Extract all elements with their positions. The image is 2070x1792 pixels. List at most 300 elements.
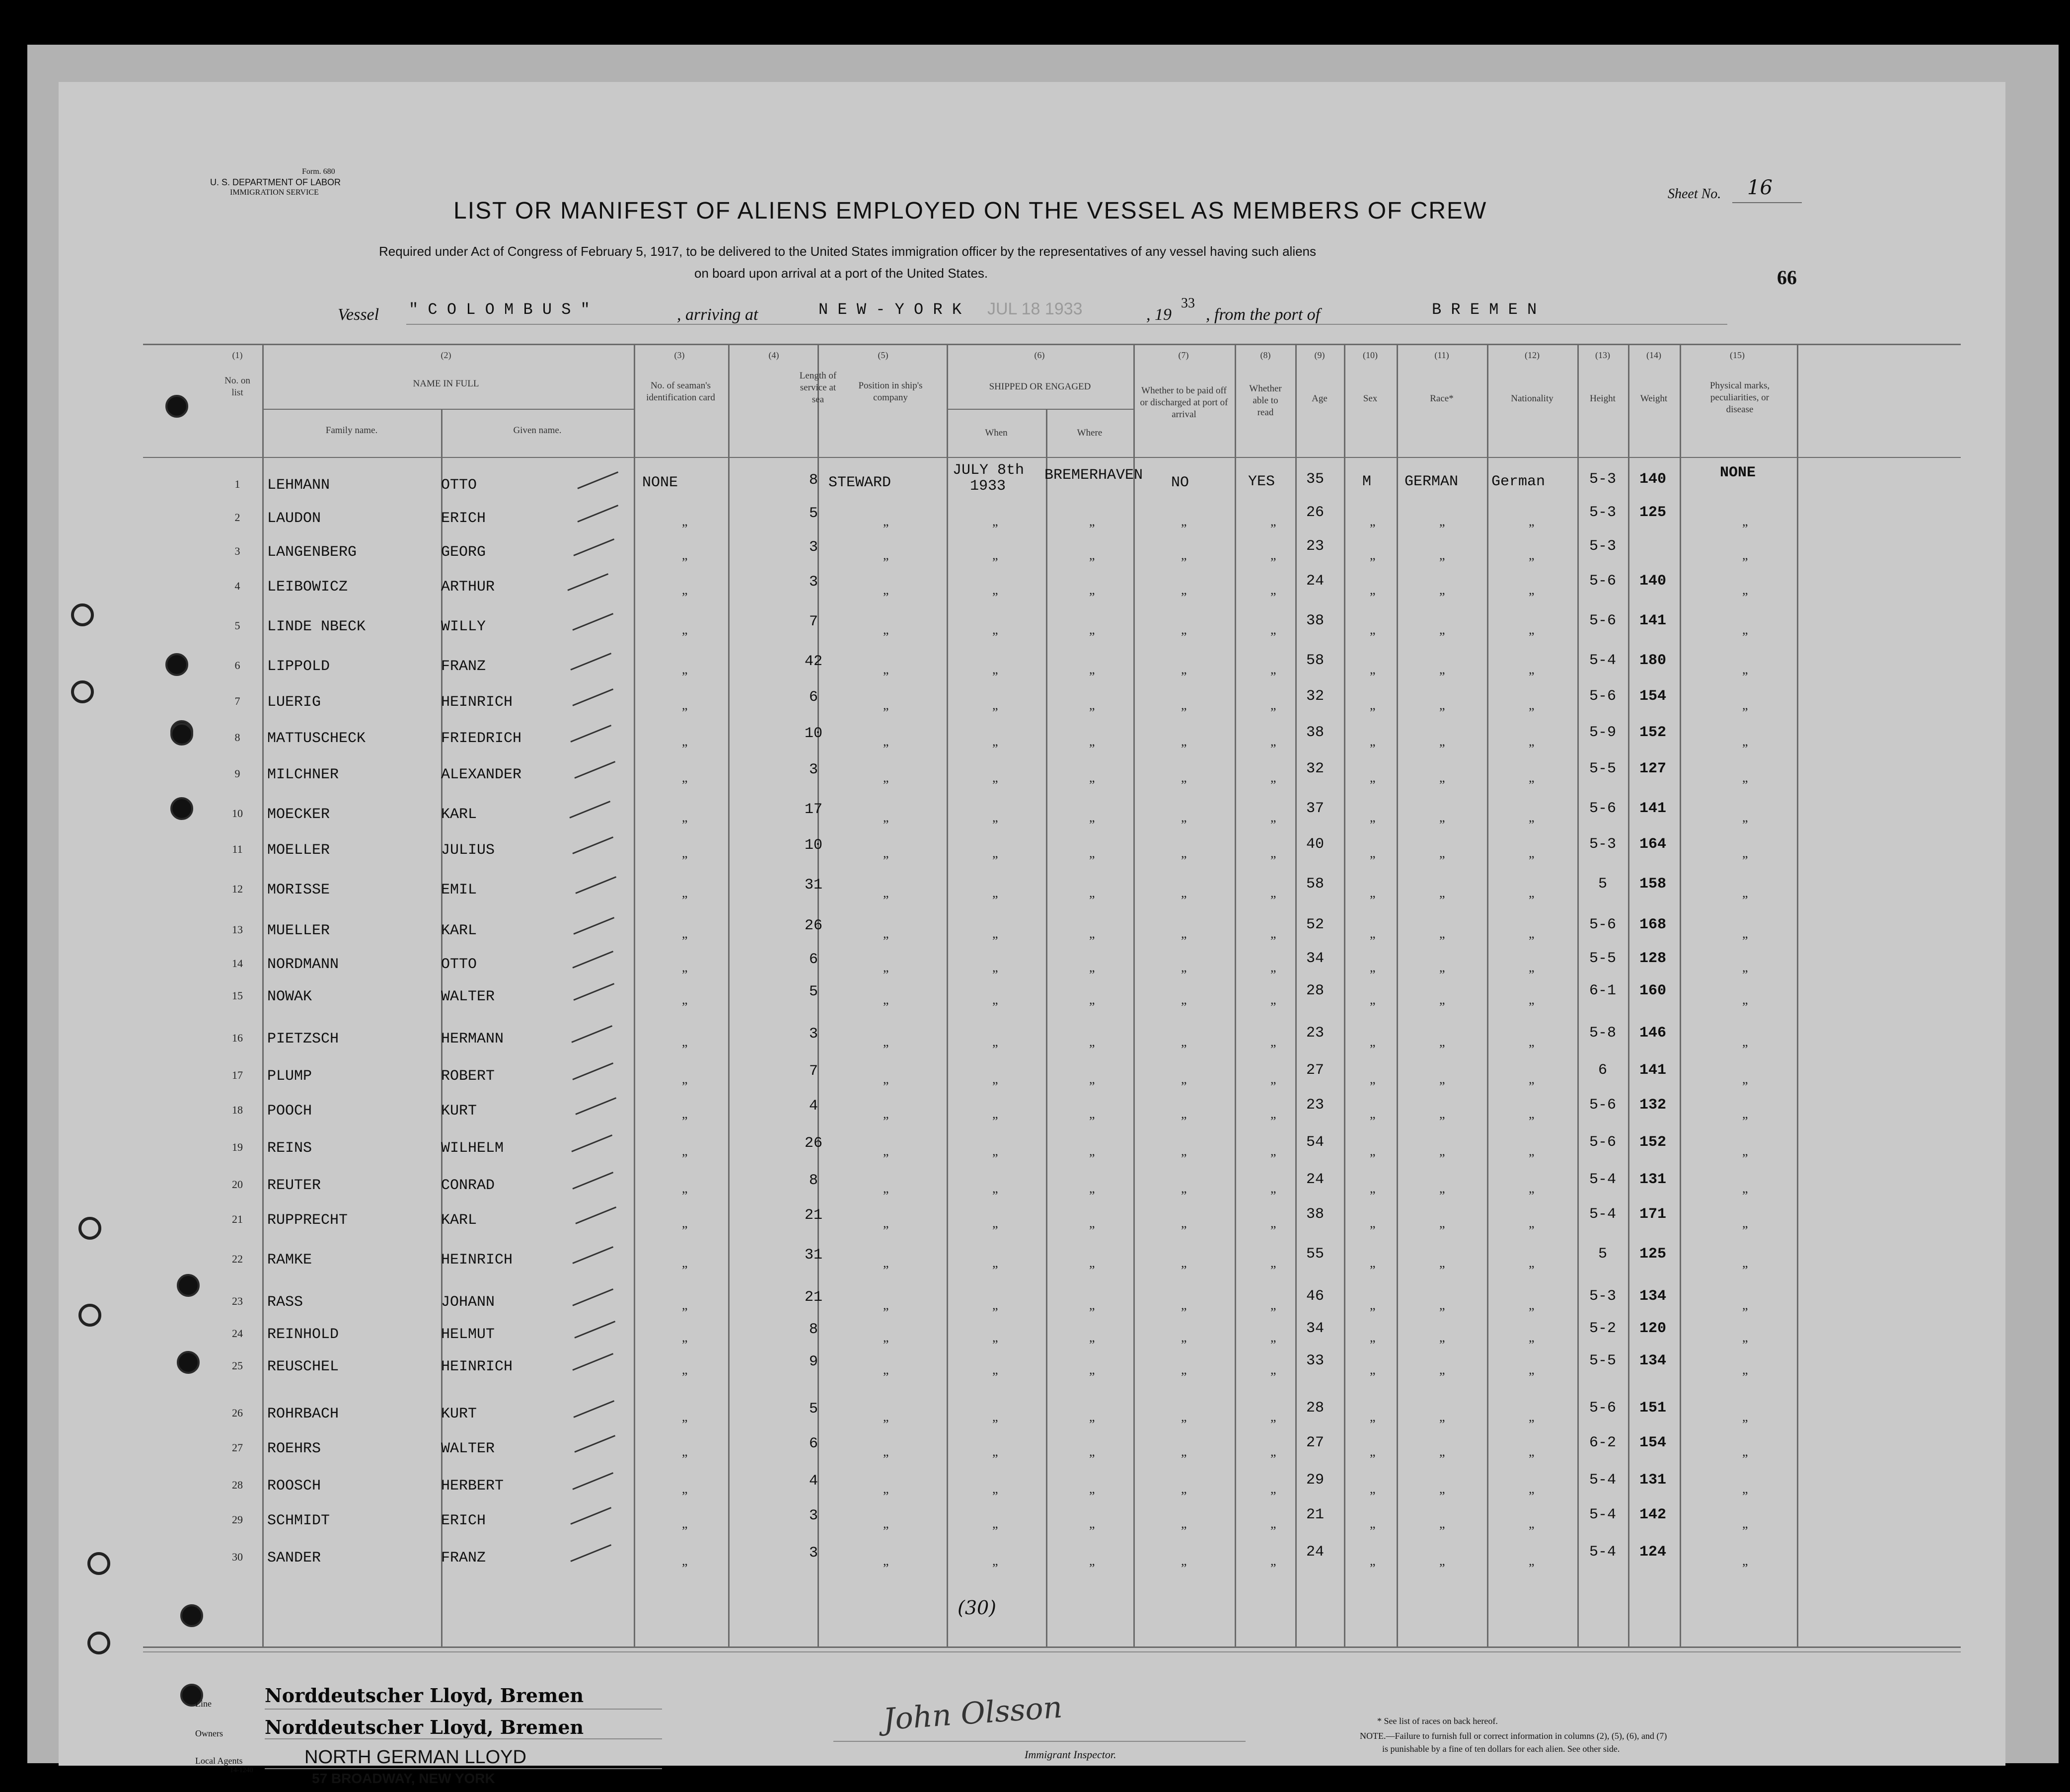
ditto-mark-when: „ — [992, 1410, 998, 1424]
footer-rule — [143, 1651, 1961, 1652]
ditto-mark-race: „ — [1439, 1554, 1445, 1568]
ditto-mark-physical: „ — [1742, 583, 1748, 597]
ditto-mark-race: „ — [1439, 1444, 1445, 1459]
header-weight: Weight — [1640, 393, 1668, 404]
age: 38 — [1306, 612, 1324, 629]
ditto-mark-physical: „ — [1742, 1330, 1748, 1344]
length-of-service: 17 — [804, 801, 822, 818]
ditto-mark-seaman-card: „ — [682, 1410, 688, 1424]
ditto-mark-seaman-card: „ — [682, 1181, 688, 1195]
ditto-mark-paid-off: „ — [1181, 992, 1187, 1007]
ditto-mark-when: „ — [992, 770, 998, 785]
length-of-service: 3 — [809, 1507, 818, 1524]
age: 27 — [1306, 1434, 1324, 1451]
weight: 152 — [1639, 724, 1666, 741]
ditto-mark-race: „ — [1439, 662, 1445, 676]
ditto-mark-race: „ — [1439, 1410, 1445, 1424]
footer-agents-underline — [265, 1768, 662, 1769]
check-mark — [577, 505, 618, 523]
age: 32 — [1306, 760, 1324, 777]
check-mark — [570, 653, 611, 671]
ditto-mark-able-read: „ — [1270, 926, 1276, 941]
ditto-mark-where: „ — [1089, 1298, 1095, 1312]
ditto-mark-position: „ — [883, 1144, 889, 1158]
ditto-mark-nationality: „ — [1529, 846, 1535, 860]
ditto-mark-physical: „ — [1742, 1035, 1748, 1049]
row-number: 11 — [232, 843, 243, 855]
age: 55 — [1306, 1246, 1324, 1263]
length-of-service: 7 — [809, 613, 818, 630]
ditto-mark-sex: „ — [1370, 662, 1376, 676]
owners-label: Owners — [195, 1728, 223, 1738]
family-name: REUSCHEL — [267, 1358, 339, 1375]
ditto-mark-nationality: „ — [1529, 548, 1535, 562]
row1-where: BREMERHAVEN — [1044, 467, 1143, 484]
ditto-mark-nationality: „ — [1529, 1444, 1535, 1459]
row-number: 3 — [234, 545, 240, 557]
family-name: LINDE NBECK — [267, 618, 366, 635]
col-line — [1487, 344, 1488, 1646]
ditto-mark-nationality: „ — [1529, 1035, 1535, 1049]
family-name: ROOSCH — [267, 1478, 321, 1494]
age: 58 — [1306, 876, 1324, 893]
ditto-mark-able-read: „ — [1270, 960, 1276, 974]
ditto-mark-able-read: „ — [1270, 1035, 1276, 1049]
family-name: ROHRBACH — [267, 1406, 339, 1422]
ditto-mark-paid-off: „ — [1181, 1216, 1187, 1230]
ditto-mark-seaman-card: „ — [682, 662, 688, 676]
ditto-mark-where: „ — [1089, 1107, 1095, 1121]
row-number: 23 — [232, 1295, 243, 1307]
ditto-mark-sex: „ — [1370, 1181, 1376, 1195]
row-number: 24 — [232, 1327, 243, 1340]
ditto-mark-where: „ — [1089, 960, 1095, 974]
ditto-mark-position: „ — [883, 846, 889, 860]
ditto-mark-physical: „ — [1742, 1181, 1748, 1195]
fine-note-2: is punishable by a fine of ten dollars for each alien. See other side. — [1382, 1744, 1620, 1754]
row-number: 16 — [232, 1032, 243, 1044]
ditto-mark-position: „ — [883, 583, 889, 597]
ditto-mark-position: „ — [883, 1107, 889, 1121]
height: 5 — [1598, 1246, 1607, 1263]
length-of-service: 6 — [809, 1435, 818, 1452]
given-name: ERICH — [441, 510, 486, 527]
ditto-mark-where: „ — [1089, 1362, 1095, 1377]
length-of-service: 3 — [809, 761, 818, 778]
ditto-mark-when: „ — [992, 583, 998, 597]
agents-label: Local Agents — [195, 1756, 243, 1766]
binder-ring — [87, 1552, 110, 1575]
ditto-mark-physical: „ — [1742, 1554, 1748, 1568]
ditto-mark-race: „ — [1439, 1330, 1445, 1344]
col-line — [1133, 344, 1135, 1646]
height: 5-6 — [1589, 1134, 1616, 1151]
ditto-mark-paid-off: „ — [1181, 926, 1187, 941]
ditto-mark-position: „ — [883, 1410, 889, 1424]
length-of-service: 31 — [804, 1247, 822, 1264]
ditto-mark-race: „ — [1439, 886, 1445, 900]
ditto-mark-position: „ — [883, 810, 889, 824]
given-name: ERICH — [441, 1512, 486, 1529]
binder-ring — [78, 1217, 101, 1240]
col-line — [1397, 344, 1398, 1646]
age: 58 — [1306, 652, 1324, 669]
header-given-name: Given name. — [513, 425, 562, 436]
fine-note-1: NOTE.—Failure to furnish full or correct information in columns (2), (5), (6), and (7) — [1360, 1731, 1667, 1741]
row1-when-date: JULY 8th — [953, 462, 1025, 479]
colnum-6: (6) — [1034, 350, 1045, 360]
binder-hole — [170, 797, 193, 820]
ditto-mark-when: „ — [992, 1298, 998, 1312]
row-number: 18 — [232, 1104, 243, 1116]
height: 5-6 — [1589, 1097, 1616, 1114]
weight: 141 — [1639, 1062, 1666, 1079]
ditto-mark-able-read: „ — [1270, 1410, 1276, 1424]
length-of-service: 8 — [809, 472, 818, 489]
family-name: MORISSE — [267, 882, 330, 898]
given-name: KURT — [441, 1103, 477, 1120]
ditto-mark-able-read: „ — [1270, 698, 1276, 712]
weight: 132 — [1639, 1097, 1666, 1114]
ditto-mark-sex: „ — [1370, 548, 1376, 562]
length-of-service: 3 — [809, 1026, 818, 1043]
age: 28 — [1306, 1400, 1324, 1417]
length-of-service: 9 — [809, 1353, 818, 1370]
line-label: Line — [195, 1699, 212, 1709]
row-number: 5 — [234, 619, 240, 632]
ditto-mark-seaman-card: „ — [682, 622, 688, 637]
col-line — [947, 344, 948, 1646]
service: IMMIGRATION SERVICE — [230, 188, 319, 197]
ditto-mark-paid-off: „ — [1181, 1256, 1187, 1270]
header-sex: Sex — [1363, 393, 1378, 404]
ditto-mark-position: „ — [883, 734, 889, 748]
year-prefix: , 19 — [1146, 305, 1172, 324]
ditto-mark-when: „ — [992, 622, 998, 637]
ditto-mark-seaman-card: „ — [682, 1298, 688, 1312]
check-mark — [574, 761, 615, 779]
ditto-mark-able-read: „ — [1270, 548, 1276, 562]
weight: 134 — [1639, 1288, 1666, 1305]
table-bottom-rule — [143, 1646, 1961, 1648]
ditto-mark-paid-off: „ — [1181, 960, 1187, 974]
ditto-mark-where: „ — [1089, 770, 1095, 785]
age: 27 — [1306, 1062, 1324, 1079]
colnum-1: (1) — [232, 350, 243, 360]
ditto-mark-seaman-card: „ — [682, 1362, 688, 1377]
length-of-service: 10 — [804, 837, 822, 854]
row-number: 7 — [234, 695, 240, 707]
col-line — [1235, 344, 1236, 1646]
height: 5-3 — [1589, 504, 1616, 521]
weight: 152 — [1639, 1134, 1666, 1151]
weight: 142 — [1639, 1506, 1666, 1523]
ditto-mark-able-read: „ — [1270, 1516, 1276, 1531]
given-name: HEINRICH — [441, 1252, 513, 1269]
header-when: When — [985, 428, 1008, 438]
family-name: SANDER — [267, 1550, 321, 1567]
weight: 164 — [1639, 836, 1666, 853]
height: 5-3 — [1589, 471, 1616, 488]
ditto-mark-race: „ — [1439, 583, 1445, 597]
ditto-mark-paid-off: „ — [1181, 886, 1187, 900]
ditto-mark-position: „ — [883, 1516, 889, 1531]
date-stamp: JUL 18 1933 — [987, 299, 1083, 318]
ditto-mark-nationality: „ — [1529, 514, 1535, 528]
ditto-mark-where: „ — [1089, 1144, 1095, 1158]
length-of-service: 26 — [804, 917, 822, 934]
family-name: RAMKE — [267, 1252, 312, 1269]
ditto-mark-where: „ — [1089, 698, 1095, 712]
length-of-service: 42 — [804, 653, 822, 670]
family-name: REINS — [267, 1140, 312, 1157]
age: 24 — [1306, 573, 1324, 590]
ditto-mark-nationality: „ — [1529, 583, 1535, 597]
given-name: OTTO — [441, 956, 477, 973]
ditto-mark-physical: „ — [1742, 662, 1748, 676]
weight: 124 — [1639, 1544, 1666, 1561]
arriving-port: N E W - Y O R K — [818, 300, 962, 319]
weight: 141 — [1639, 612, 1666, 629]
ditto-mark-position: „ — [883, 1362, 889, 1377]
given-name: KARL — [441, 922, 477, 939]
ditto-mark-sex: „ — [1370, 698, 1376, 712]
age: 24 — [1306, 1171, 1324, 1188]
header-able-read: Whether able to read — [1249, 383, 1282, 418]
given-name: GEORG — [441, 544, 486, 561]
length-of-service: 7 — [809, 1063, 818, 1080]
ditto-mark-physical: „ — [1742, 1482, 1748, 1496]
age: 52 — [1306, 916, 1324, 933]
binder-hole — [165, 653, 188, 676]
ditto-mark-paid-off: „ — [1181, 548, 1187, 562]
ditto-mark-paid-off: „ — [1181, 770, 1187, 785]
row-number: 19 — [232, 1141, 243, 1153]
check-mark — [572, 1062, 613, 1080]
ditto-mark-race: „ — [1439, 622, 1445, 637]
height: 5-5 — [1589, 1352, 1616, 1369]
ditto-mark-when: „ — [992, 514, 998, 528]
ditto-mark-race: „ — [1439, 810, 1445, 824]
ditto-mark-nationality: „ — [1529, 770, 1535, 785]
check-mark — [567, 573, 608, 591]
races-note: * See list of races on back hereof. — [1377, 1716, 1498, 1726]
height: 6-1 — [1589, 982, 1616, 999]
family-name: ROEHRS — [267, 1440, 321, 1457]
col-line — [1680, 344, 1681, 1646]
row-number: 22 — [232, 1253, 243, 1265]
ditto-mark-where: „ — [1089, 886, 1095, 900]
ditto-mark-when: „ — [992, 1181, 998, 1195]
col-line — [1797, 344, 1798, 1646]
family-name: LAUDON — [267, 510, 321, 527]
check-mark — [570, 1544, 611, 1562]
ditto-mark-seaman-card: „ — [682, 926, 688, 941]
ditto-mark-nationality: „ — [1529, 1298, 1535, 1312]
row-number: 17 — [232, 1069, 243, 1081]
ditto-mark-physical: „ — [1742, 886, 1748, 900]
ditto-mark-when: „ — [992, 1144, 998, 1158]
manifest-page — [59, 82, 2005, 1786]
ditto-mark-race: „ — [1439, 1482, 1445, 1496]
ditto-mark-paid-off: „ — [1181, 1144, 1187, 1158]
header-nationality: Nationality — [1511, 393, 1553, 404]
age: 33 — [1306, 1352, 1324, 1369]
ditto-mark-seaman-card: „ — [682, 810, 688, 824]
row1-paid-off: NO — [1171, 474, 1189, 491]
col-line — [262, 344, 264, 1646]
height: 5-6 — [1589, 800, 1616, 817]
ditto-mark-seaman-card: „ — [682, 1256, 688, 1270]
given-name: HEINRICH — [441, 1358, 513, 1375]
height: 5-9 — [1589, 724, 1616, 741]
ditto-mark-seaman-card: „ — [682, 1554, 688, 1568]
age: 34 — [1306, 950, 1324, 967]
ditto-mark-position: „ — [883, 1035, 889, 1049]
ditto-mark-able-read: „ — [1270, 1482, 1276, 1496]
height: 5-4 — [1589, 1472, 1616, 1489]
ditto-mark-where: „ — [1089, 514, 1095, 528]
ditto-mark-race: „ — [1439, 1362, 1445, 1377]
length-of-service: 21 — [804, 1207, 822, 1224]
ditto-mark-sex: „ — [1370, 770, 1376, 785]
ditto-mark-position: „ — [883, 622, 889, 637]
ditto-mark-physical: „ — [1742, 1072, 1748, 1086]
ditto-mark-when: „ — [992, 698, 998, 712]
given-name: HERMANN — [441, 1031, 504, 1047]
ditto-mark-seaman-card: „ — [682, 1444, 688, 1459]
ditto-mark-sex: „ — [1370, 1362, 1376, 1377]
ditto-mark-physical: „ — [1742, 1216, 1748, 1230]
row-number: 2 — [234, 511, 240, 523]
header-no-on-list: No. on list — [224, 375, 250, 398]
ditto-mark-where: „ — [1089, 548, 1095, 562]
col-line — [1046, 409, 1047, 1646]
given-name: EMIL — [441, 882, 477, 898]
binder-ring — [78, 1304, 101, 1327]
ditto-mark-when: „ — [992, 1107, 998, 1121]
age: 38 — [1306, 1206, 1324, 1223]
ditto-mark-seaman-card: „ — [682, 1216, 688, 1230]
ditto-mark-seaman-card: „ — [682, 992, 688, 1007]
ditto-mark-physical: „ — [1742, 734, 1748, 748]
row-number: 9 — [234, 767, 240, 780]
height: 5-3 — [1589, 1288, 1616, 1305]
weight: 120 — [1639, 1320, 1666, 1337]
colnum-9: (9) — [1314, 350, 1325, 360]
ditto-mark-race: „ — [1439, 734, 1445, 748]
ditto-mark-sex: „ — [1370, 1410, 1376, 1424]
ditto-mark-physical: „ — [1742, 926, 1748, 941]
header-race: Race* — [1430, 393, 1454, 404]
ditto-mark-able-read: „ — [1270, 846, 1276, 860]
ditto-mark-nationality: „ — [1529, 1482, 1535, 1496]
ditto-mark-race: „ — [1439, 770, 1445, 785]
ditto-mark-when: „ — [992, 1256, 998, 1270]
ditto-mark-sex: „ — [1370, 1554, 1376, 1568]
ditto-mark-when: „ — [992, 734, 998, 748]
name-subheader-rule — [262, 409, 634, 410]
age: 32 — [1306, 688, 1324, 705]
ditto-mark-seaman-card: „ — [682, 698, 688, 712]
binder-hole — [180, 1604, 203, 1627]
check-mark — [572, 613, 613, 631]
row-number: 10 — [232, 807, 243, 820]
check-mark — [571, 1134, 612, 1152]
ditto-mark-nationality: „ — [1529, 886, 1535, 900]
ditto-mark-nationality: „ — [1529, 734, 1535, 748]
height: 5-4 — [1589, 1171, 1616, 1188]
family-name: POOCH — [267, 1103, 312, 1120]
binder-hole — [170, 723, 193, 746]
ditto-mark-position: „ — [883, 1330, 889, 1344]
ditto-mark-physical: „ — [1742, 698, 1748, 712]
check-mark — [574, 1435, 615, 1453]
row-number: 29 — [232, 1513, 243, 1526]
ditto-mark-able-read: „ — [1270, 734, 1276, 748]
length-of-service: 8 — [809, 1172, 818, 1189]
age: 29 — [1306, 1472, 1324, 1489]
ditto-mark-race: „ — [1439, 1035, 1445, 1049]
header-where: Where — [1077, 428, 1103, 438]
row-number: 25 — [232, 1359, 243, 1372]
height: 5-6 — [1589, 612, 1616, 629]
ditto-mark-nationality: „ — [1529, 1072, 1535, 1086]
col-line — [728, 344, 730, 1646]
ditto-mark-position: „ — [883, 548, 889, 562]
ditto-mark-race: „ — [1439, 1072, 1445, 1086]
ditto-mark-where: „ — [1089, 1410, 1095, 1424]
ditto-mark-sex: „ — [1370, 1216, 1376, 1230]
ditto-mark-where: „ — [1089, 1330, 1095, 1344]
ditto-mark-able-read: „ — [1270, 770, 1276, 785]
ditto-mark-physical: „ — [1742, 770, 1748, 785]
check-mark — [572, 1472, 613, 1490]
ditto-mark-sex: „ — [1370, 514, 1376, 528]
check-mark — [573, 538, 614, 556]
ditto-mark-seaman-card: „ — [682, 1035, 688, 1049]
ditto-mark-position: „ — [883, 1072, 889, 1086]
ditto-mark-race: „ — [1439, 1216, 1445, 1230]
ditto-mark-where: „ — [1089, 1482, 1095, 1496]
colnum-15: (15) — [1730, 350, 1745, 360]
check-mark — [570, 1507, 611, 1525]
row1-nationality: German — [1491, 473, 1546, 490]
family-name: PIETZSCH — [267, 1031, 339, 1047]
ditto-mark-sex: „ — [1370, 926, 1376, 941]
ditto-mark-position: „ — [883, 886, 889, 900]
row-number: 14 — [232, 957, 243, 970]
ditto-mark-paid-off: „ — [1181, 1410, 1187, 1424]
ditto-mark-seaman-card: „ — [682, 960, 688, 974]
height: 5-6 — [1589, 916, 1616, 933]
ditto-mark-paid-off: „ — [1181, 622, 1187, 637]
height: 5 — [1598, 876, 1607, 893]
ditto-mark-where: „ — [1089, 734, 1095, 748]
age: 23 — [1306, 538, 1324, 555]
owners-stamp: Norddeutscher Lloyd, Bremen — [265, 1716, 584, 1738]
given-name: WALTER — [441, 988, 495, 1005]
header-shipped: SHIPPED OR ENGAGED — [989, 381, 1091, 392]
header-height: Height — [1590, 393, 1616, 404]
row1-position: STEWARD — [828, 474, 891, 491]
ditto-mark-sex: „ — [1370, 622, 1376, 637]
check-mark — [577, 471, 618, 489]
ditto-mark-race: „ — [1439, 1516, 1445, 1531]
ditto-mark-position: „ — [883, 1444, 889, 1459]
weight: 140 — [1639, 471, 1666, 488]
check-mark — [569, 801, 610, 819]
